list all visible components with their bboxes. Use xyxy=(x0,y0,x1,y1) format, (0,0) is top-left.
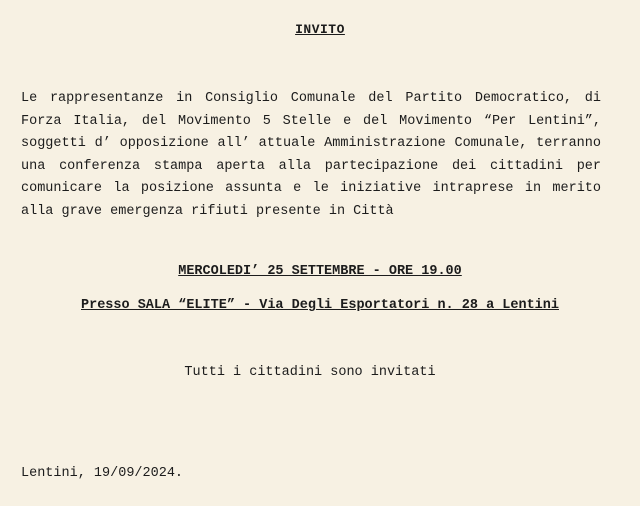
document-title: INVITO xyxy=(295,22,345,37)
body-paragraph: Le rappresentanze in Consiglio Comunale del Partito Democratico, di Forza Italia, del Movimento 5 Stelle e del Movimento “Per Lentini”, soggetti d’ opposizione all’ attuale Amministrazione Comunale, terranno una conferenza stampa aperta alla partecipazione dei cittadini per comunicare la posizione assunta e le iniziative intraprese in merito alla grave emergenza rifiuti presente in Città xyxy=(21,91,601,219)
place-and-date: Lentini, 19/09/2024. xyxy=(21,466,184,481)
invitation-line: Tutti i cittadini sono invitati xyxy=(184,365,436,380)
event-date: MERCOLEDI’ 25 SETTEMBRE - ORE 19.00 xyxy=(178,264,462,279)
event-place: Presso SALA “ELITE” - Via Degli Esportatori n. 28 a Lentini xyxy=(81,298,559,313)
